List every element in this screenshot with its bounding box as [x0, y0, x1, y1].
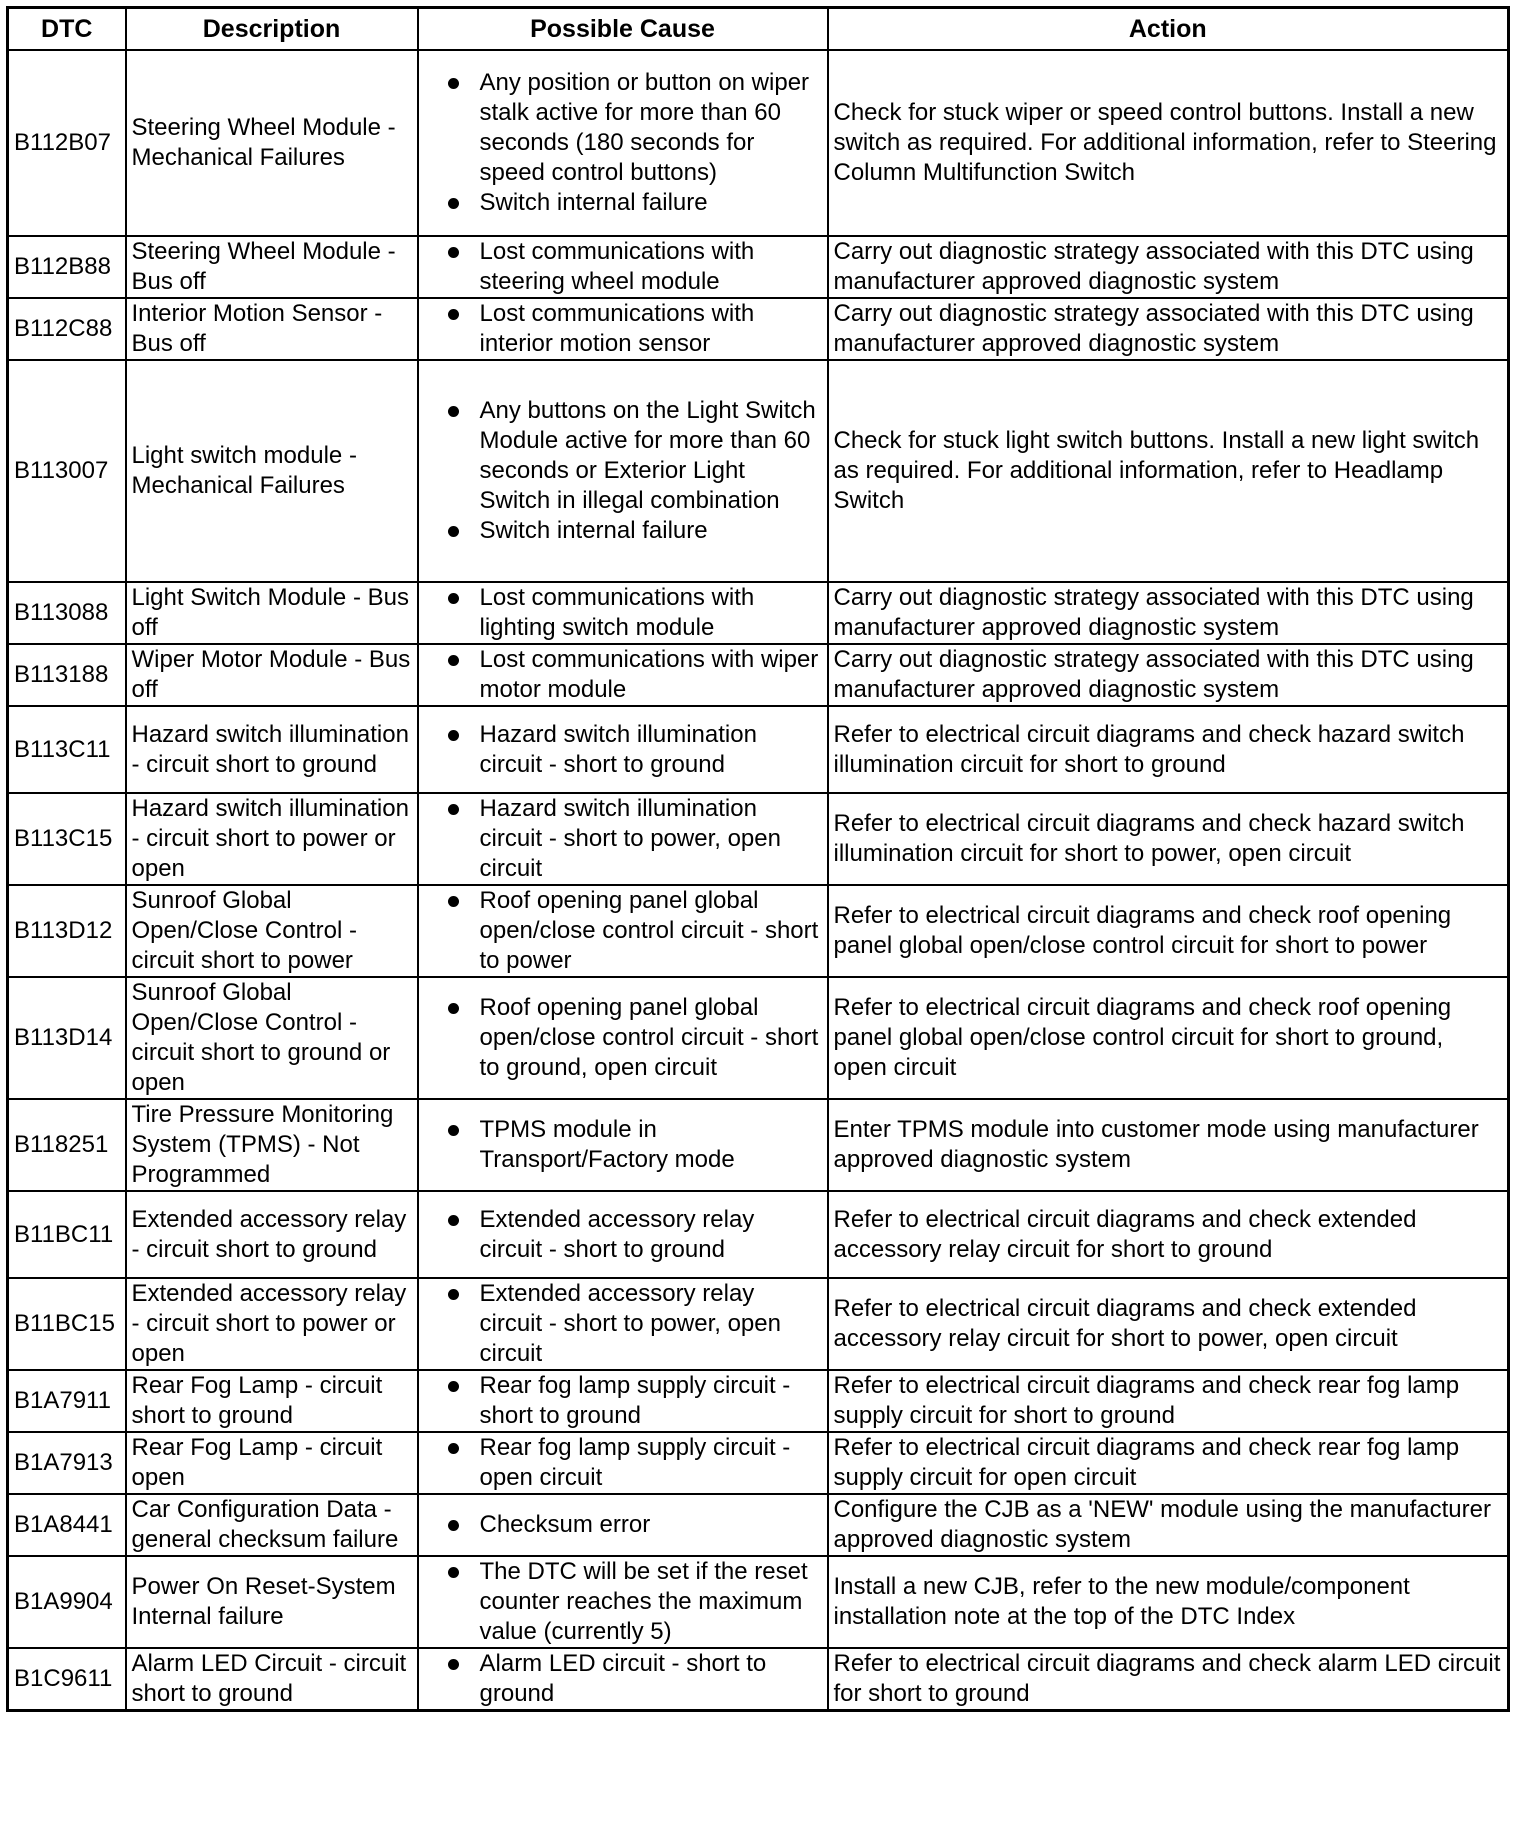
- cause-list: [424, 1115, 822, 1175]
- dtc-action: Carry out diagnostic strategy associated with this DTC using manufacturer approved diagnostic system: [828, 298, 1509, 360]
- dtc-code: B1A7911: [8, 1370, 126, 1432]
- cause-item: Extended accessory relay circuit - short to ground: [424, 1205, 822, 1265]
- cause-item: Hazard switch illumination circuit - short to power, open circuit: [424, 794, 822, 884]
- dtc-code: B118251: [8, 1099, 126, 1191]
- cause-item: Switch internal failure: [424, 516, 822, 546]
- possible-cause-cell: [418, 582, 828, 644]
- cause-item: Any position or button on wiper stalk active for more than 60 seconds (180 seconds for speed control buttons): [424, 68, 822, 188]
- dtc-code: B113007: [8, 360, 126, 582]
- dtc-code: B11BC15: [8, 1278, 126, 1370]
- dtc-action: Refer to electrical circuit diagrams and check alarm LED circuit for short to ground: [828, 1648, 1509, 1711]
- table-row: [8, 1099, 1509, 1191]
- cause-list: [424, 1279, 822, 1369]
- possible-cause-cell: [418, 298, 828, 360]
- cause-list: [424, 396, 822, 546]
- possible-cause-cell: [418, 236, 828, 298]
- table-row: [8, 793, 1509, 885]
- table-row: [8, 360, 1509, 582]
- dtc-code: B1A8441: [8, 1494, 126, 1556]
- table-row: [8, 977, 1509, 1099]
- cause-item: Switch internal failure: [424, 188, 822, 218]
- table-row: [8, 1370, 1509, 1432]
- cause-list: [424, 1510, 822, 1540]
- dtc-action: Refer to electrical circuit diagrams and check rear fog lamp supply circuit for short to ground: [828, 1370, 1509, 1432]
- cause-item: Alarm LED circuit - short to ground: [424, 1649, 822, 1709]
- possible-cause-cell: [418, 977, 828, 1099]
- table-row: [8, 1278, 1509, 1370]
- table-body: [8, 50, 1509, 1711]
- dtc-code: B113088: [8, 582, 126, 644]
- table-row: [8, 706, 1509, 793]
- dtc-action: Carry out diagnostic strategy associated with this DTC using manufacturer approved diagnostic system: [828, 236, 1509, 298]
- dtc-action: Configure the CJB as a 'NEW' module using the manufacturer approved diagnostic system: [828, 1494, 1509, 1556]
- dtc-description: Extended accessory relay - circuit short to ground: [126, 1191, 418, 1278]
- dtc-code: B113D14: [8, 977, 126, 1099]
- dtc-code: B112C88: [8, 298, 126, 360]
- cause-item: TPMS module in Transport/Factory mode: [424, 1115, 822, 1175]
- table-row: [8, 1648, 1509, 1711]
- dtc-description: Tire Pressure Monitoring System (TPMS) - Not Programmed: [126, 1099, 418, 1191]
- possible-cause-cell: [418, 1556, 828, 1648]
- cause-list: [424, 886, 822, 976]
- dtc-action: Refer to electrical circuit diagrams and check roof opening panel global open/close control circuit for short to ground, open circuit: [828, 977, 1509, 1099]
- dtc-code: B1C9611: [8, 1648, 126, 1711]
- cause-item: Rear fog lamp supply circuit - open circuit: [424, 1433, 822, 1493]
- table-row: [8, 885, 1509, 977]
- cause-item: Extended accessory relay circuit - short to power, open circuit: [424, 1279, 822, 1369]
- dtc-description: Interior Motion Sensor - Bus off: [126, 298, 418, 360]
- dtc-description: Light Switch Module - Bus off: [126, 582, 418, 644]
- dtc-code: B113C15: [8, 793, 126, 885]
- possible-cause-cell: [418, 1648, 828, 1711]
- cause-item: Roof opening panel global open/close control circuit - short to power: [424, 886, 822, 976]
- possible-cause-cell: [418, 1278, 828, 1370]
- dtc-description: Hazard switch illumination - circuit short to power or open: [126, 793, 418, 885]
- cause-list: [424, 299, 822, 359]
- dtc-action: Refer to electrical circuit diagrams and check hazard switch illumination circuit for short to ground: [828, 706, 1509, 793]
- table-header: [8, 8, 1509, 51]
- header-possible-cause: Possible Cause: [418, 8, 828, 51]
- table-row: [8, 1191, 1509, 1278]
- dtc-description: Power On Reset-System Internal failure: [126, 1556, 418, 1648]
- cause-item: Hazard switch illumination circuit - short to ground: [424, 720, 822, 780]
- table-row: [8, 1494, 1509, 1556]
- cause-item: Checksum error: [424, 1510, 822, 1540]
- cause-list: [424, 1371, 822, 1431]
- dtc-description: Sunroof Global Open/Close Control - circuit short to ground or open: [126, 977, 418, 1099]
- dtc-action: Enter TPMS module into customer mode using manufacturer approved diagnostic system: [828, 1099, 1509, 1191]
- dtc-description: Steering Wheel Module - Mechanical Failures: [126, 50, 418, 236]
- possible-cause-cell: [418, 706, 828, 793]
- cause-list: [424, 1433, 822, 1493]
- table-row: [8, 1432, 1509, 1494]
- dtc-code: B113C11: [8, 706, 126, 793]
- cause-list: [424, 794, 822, 884]
- dtc-action: Carry out diagnostic strategy associated with this DTC using manufacturer approved diagnostic system: [828, 644, 1509, 706]
- cause-list: [424, 645, 822, 705]
- possible-cause-cell: [418, 644, 828, 706]
- cause-item: Any buttons on the Light Switch Module active for more than 60 seconds or Exterior Light Switch in illegal combination: [424, 396, 822, 516]
- cause-item: The DTC will be set if the reset counter reaches the maximum value (currently 5): [424, 1557, 822, 1647]
- possible-cause-cell: [418, 1494, 828, 1556]
- cause-item: Lost communications with wiper motor module: [424, 645, 822, 705]
- dtc-action: Refer to electrical circuit diagrams and check extended accessory relay circuit for short to ground: [828, 1191, 1509, 1278]
- possible-cause-cell: [418, 1099, 828, 1191]
- dtc-action: Check for stuck wiper or speed control buttons. Install a new switch as required. For additional information, refer to Steering Column Multifunction Switch: [828, 50, 1509, 236]
- dtc-description: Steering Wheel Module - Bus off: [126, 236, 418, 298]
- cause-list: [424, 1649, 822, 1709]
- cause-list: [424, 1557, 822, 1647]
- cause-item: Rear fog lamp supply circuit - short to ground: [424, 1371, 822, 1431]
- dtc-code: B113D12: [8, 885, 126, 977]
- possible-cause-cell: [418, 885, 828, 977]
- cause-item: Lost communications with steering wheel module: [424, 237, 822, 297]
- dtc-description: Hazard switch illumination - circuit short to ground: [126, 706, 418, 793]
- dtc-description: Sunroof Global Open/Close Control - circuit short to power: [126, 885, 418, 977]
- possible-cause-cell: [418, 1370, 828, 1432]
- table-row: [8, 50, 1509, 236]
- possible-cause-cell: [418, 1432, 828, 1494]
- dtc-action: Refer to electrical circuit diagrams and check hazard switch illumination circuit for short to power, open circuit: [828, 793, 1509, 885]
- dtc-code: B1A7913: [8, 1432, 126, 1494]
- dtc-code: B1A9904: [8, 1556, 126, 1648]
- dtc-action: Check for stuck light switch buttons. Install a new light switch as required. For additional information, refer to Headlamp Switch: [828, 360, 1509, 582]
- possible-cause-cell: [418, 50, 828, 236]
- dtc-description: Rear Fog Lamp - circuit open: [126, 1432, 418, 1494]
- dtc-action: Carry out diagnostic strategy associated with this DTC using manufacturer approved diagnostic system: [828, 582, 1509, 644]
- cause-list: [424, 68, 822, 218]
- cause-item: Lost communications with interior motion sensor: [424, 299, 822, 359]
- table-row: [8, 582, 1509, 644]
- table-row: [8, 1556, 1509, 1648]
- cause-list: [424, 237, 822, 297]
- dtc-code: B11BC11: [8, 1191, 126, 1278]
- cause-list: [424, 993, 822, 1083]
- cause-item: Roof opening panel global open/close control circuit - short to ground, open circuit: [424, 993, 822, 1083]
- header-description: Description: [126, 8, 418, 51]
- possible-cause-cell: [418, 793, 828, 885]
- dtc-description: Alarm LED Circuit - circuit short to ground: [126, 1648, 418, 1711]
- header-dtc: DTC: [8, 8, 126, 51]
- dtc-description: Rear Fog Lamp - circuit short to ground: [126, 1370, 418, 1432]
- cause-list: [424, 583, 822, 643]
- table-row: [8, 236, 1509, 298]
- dtc-code: B112B07: [8, 50, 126, 236]
- cause-item: Lost communications with lighting switch module: [424, 583, 822, 643]
- dtc-description: Extended accessory relay - circuit short to power or open: [126, 1278, 418, 1370]
- dtc-description: Wiper Motor Module - Bus off: [126, 644, 418, 706]
- table-row: [8, 644, 1509, 706]
- dtc-code: B112B88: [8, 236, 126, 298]
- header-row: [8, 8, 1509, 51]
- dtc-action: Refer to electrical circuit diagrams and check roof opening panel global open/close control circuit for short to power: [828, 885, 1509, 977]
- table-row: [8, 298, 1509, 360]
- possible-cause-cell: [418, 1191, 828, 1278]
- dtc-description: Car Configuration Data - general checksum failure: [126, 1494, 418, 1556]
- dtc-table: [6, 6, 1510, 1712]
- possible-cause-cell: [418, 360, 828, 582]
- dtc-action: Refer to electrical circuit diagrams and check extended accessory relay circuit for short to power, open circuit: [828, 1278, 1509, 1370]
- cause-list: [424, 720, 822, 780]
- dtc-code: B113188: [8, 644, 126, 706]
- header-action: Action: [828, 8, 1509, 51]
- dtc-action: Install a new CJB, refer to the new module/component installation note at the top of the DTC Index: [828, 1556, 1509, 1648]
- dtc-action: Refer to electrical circuit diagrams and check rear fog lamp supply circuit for open circuit: [828, 1432, 1509, 1494]
- cause-list: [424, 1205, 822, 1265]
- dtc-description: Light switch module - Mechanical Failures: [126, 360, 418, 582]
